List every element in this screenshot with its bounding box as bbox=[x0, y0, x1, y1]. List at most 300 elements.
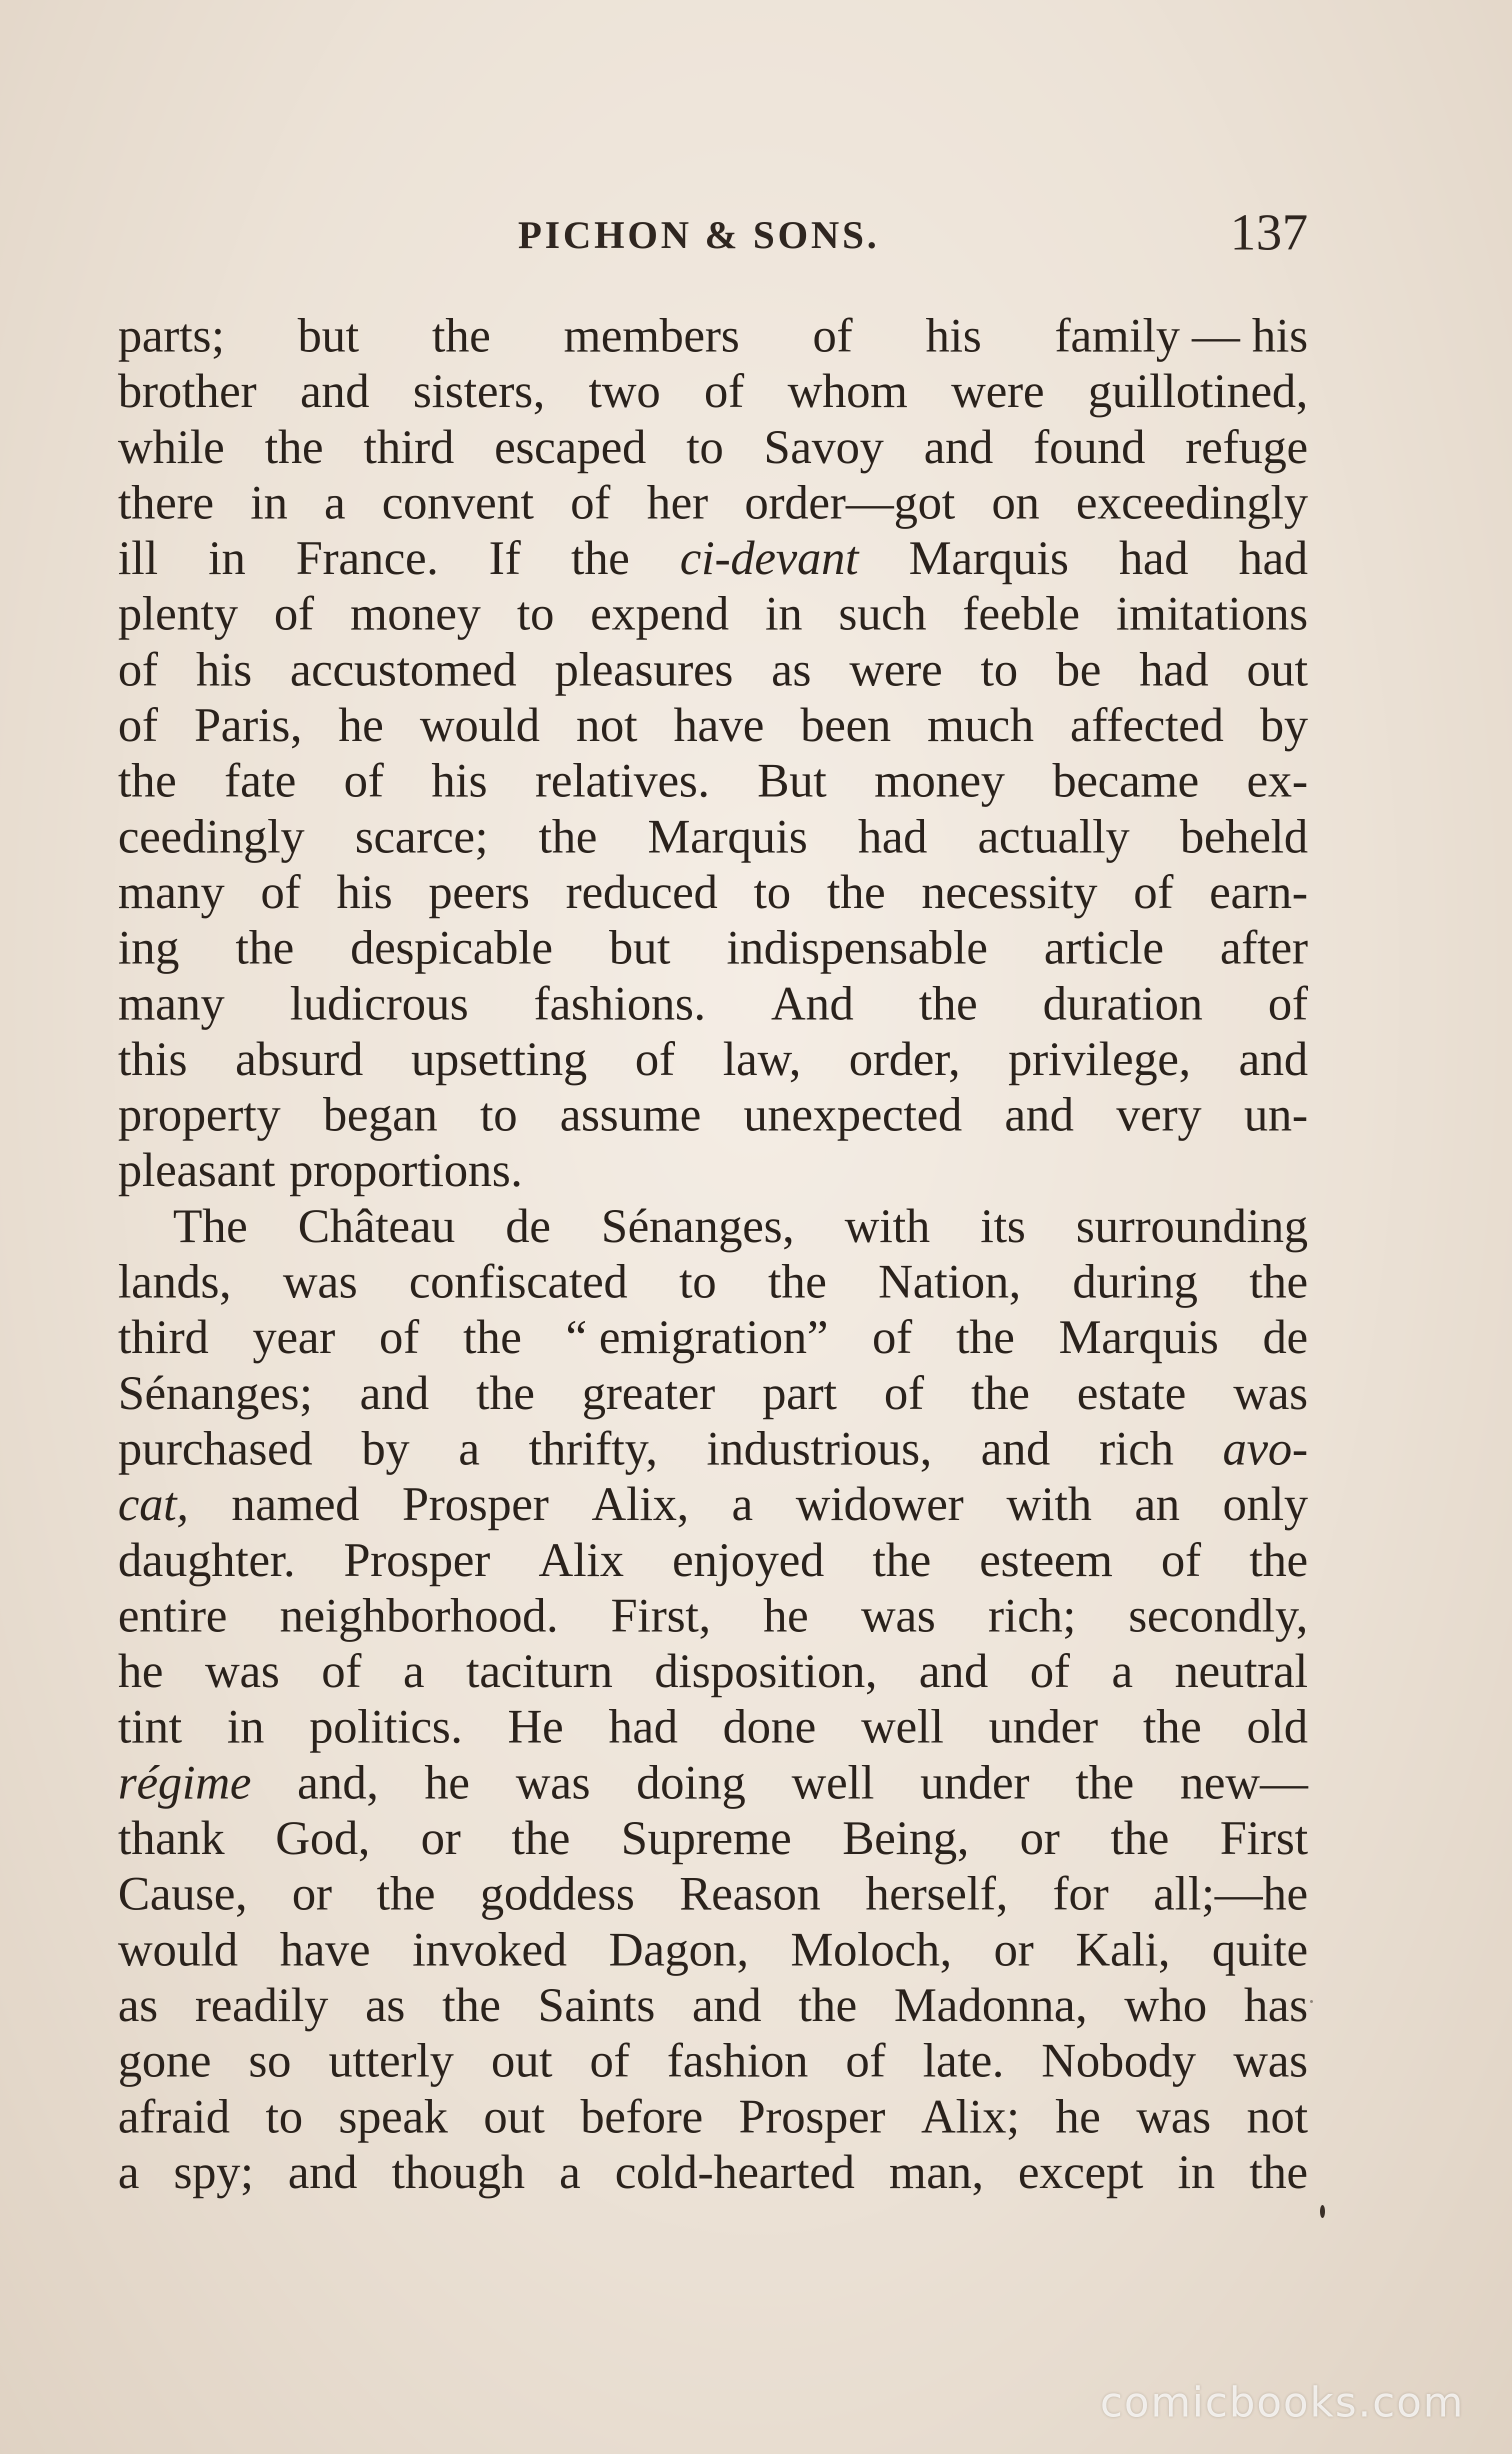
word: his bbox=[431, 754, 488, 808]
word: found bbox=[1033, 420, 1146, 474]
text-line bbox=[118, 308, 1308, 363]
word: privilege, bbox=[1008, 1032, 1191, 1086]
word: under bbox=[988, 1700, 1098, 1754]
word: the bbox=[798, 1978, 858, 2032]
ink-speck bbox=[1310, 2000, 1313, 2003]
word: with bbox=[1006, 1477, 1092, 1531]
word: de bbox=[1262, 1310, 1308, 1364]
word: and bbox=[300, 364, 370, 418]
word: God, bbox=[275, 1811, 370, 1865]
word: of bbox=[260, 864, 301, 918]
word: First bbox=[1220, 1811, 1308, 1865]
word: was bbox=[1136, 2089, 1211, 2143]
text-line bbox=[118, 419, 1308, 474]
word: expend bbox=[590, 586, 729, 640]
text-line bbox=[118, 1643, 1308, 1698]
word: whom bbox=[788, 364, 908, 418]
word: Nobody bbox=[1041, 2034, 1196, 2088]
word: or bbox=[420, 1811, 461, 1865]
word: and bbox=[924, 420, 994, 474]
word: speak bbox=[338, 2089, 448, 2143]
word: be bbox=[1056, 642, 1102, 696]
word: disposition, bbox=[654, 1644, 878, 1698]
text-line bbox=[118, 1588, 1308, 1643]
word: for bbox=[1052, 1866, 1109, 1920]
word: confiscated bbox=[409, 1254, 628, 1308]
text-line bbox=[118, 1532, 1308, 1588]
word: of bbox=[1268, 976, 1308, 1030]
word: the bbox=[1142, 1700, 1202, 1754]
word: a bbox=[732, 1477, 753, 1531]
word: peers bbox=[428, 864, 530, 918]
word: utterly bbox=[328, 2034, 454, 2088]
text-line bbox=[118, 1922, 1308, 1977]
word: a bbox=[1112, 1644, 1133, 1698]
word: widower bbox=[796, 1477, 964, 1531]
word: or bbox=[292, 1866, 332, 1920]
word: the bbox=[376, 1866, 436, 1920]
word: beheld bbox=[1180, 809, 1308, 863]
word: daughter. bbox=[118, 1532, 296, 1586]
word: actually bbox=[978, 809, 1130, 863]
word: Sénanges; bbox=[118, 1366, 313, 1420]
word: taciturn bbox=[466, 1644, 613, 1698]
word: Alix bbox=[538, 1532, 624, 1586]
word: pleasures bbox=[554, 642, 734, 696]
word: the bbox=[118, 754, 177, 808]
text-line bbox=[118, 1866, 1308, 1921]
word: Alix; bbox=[921, 2089, 1020, 2143]
word: the bbox=[826, 864, 886, 918]
word: a bbox=[324, 475, 346, 529]
word: First, bbox=[610, 1588, 711, 1642]
word: had bbox=[858, 809, 928, 863]
word: and bbox=[980, 1421, 1050, 1475]
word: goddess bbox=[480, 1866, 635, 1920]
word: property bbox=[118, 1088, 281, 1142]
word: this bbox=[118, 1032, 188, 1086]
word: of bbox=[634, 1032, 675, 1086]
text-line bbox=[118, 1420, 1308, 1476]
word: greater bbox=[582, 1366, 716, 1420]
word: only bbox=[1222, 1477, 1308, 1531]
word: earn- bbox=[1209, 864, 1308, 918]
page-number: 137 bbox=[1230, 204, 1308, 261]
word: Madonna, bbox=[894, 1978, 1088, 2032]
word: had bbox=[1139, 642, 1209, 696]
word: had bbox=[608, 1700, 678, 1754]
word: of bbox=[812, 308, 853, 362]
word: ci-devant bbox=[680, 531, 859, 585]
text-line bbox=[118, 1977, 1308, 2032]
word: plenty bbox=[118, 586, 238, 640]
word: upsetting bbox=[411, 1032, 588, 1086]
word: a bbox=[458, 1421, 480, 1475]
word: Alix, bbox=[592, 1477, 689, 1531]
word: refuge bbox=[1185, 420, 1308, 474]
text-line bbox=[118, 1031, 1308, 1086]
word: invoked bbox=[412, 1922, 567, 1976]
word: thrifty, bbox=[528, 1421, 658, 1475]
word: to bbox=[686, 420, 724, 474]
word: unexpected bbox=[744, 1088, 962, 1142]
word: an bbox=[1134, 1477, 1180, 1531]
word: well bbox=[792, 1755, 874, 1809]
ink-speck bbox=[1320, 2205, 1325, 2218]
text-line bbox=[118, 2032, 1308, 2088]
word: duration bbox=[1042, 976, 1203, 1030]
word: the bbox=[538, 809, 598, 863]
word: of bbox=[846, 2034, 886, 2088]
word: imitations bbox=[1116, 586, 1308, 640]
word: Marquis bbox=[908, 531, 1069, 585]
word: and, bbox=[297, 1755, 379, 1809]
word: was bbox=[1233, 2034, 1308, 2088]
word: Paris, bbox=[194, 698, 302, 752]
word: there bbox=[118, 475, 214, 529]
word: would bbox=[118, 1922, 238, 1976]
word: esteem bbox=[979, 1532, 1113, 1586]
word: by bbox=[362, 1421, 410, 1475]
word: If bbox=[488, 531, 521, 585]
word: after bbox=[1220, 920, 1308, 974]
text-line bbox=[118, 864, 1308, 920]
word: to bbox=[480, 1088, 518, 1142]
word: cat, bbox=[118, 1477, 189, 1531]
word: and bbox=[918, 1644, 988, 1698]
word: of bbox=[1030, 1644, 1070, 1698]
word: of bbox=[321, 1644, 362, 1698]
word: the bbox=[264, 420, 324, 474]
text-line bbox=[118, 1086, 1308, 1142]
word: France. bbox=[296, 531, 438, 585]
word: ex- bbox=[1246, 754, 1308, 808]
word: was bbox=[205, 1644, 280, 1698]
word: brother bbox=[118, 364, 257, 418]
word: the bbox=[768, 1254, 827, 1308]
word: well bbox=[861, 1700, 944, 1754]
word: the bbox=[571, 531, 630, 585]
word: to bbox=[980, 642, 1018, 696]
word: Saints bbox=[538, 1978, 656, 2032]
word: purchased bbox=[118, 1421, 313, 1475]
word: the bbox=[512, 1811, 570, 1865]
word: on bbox=[992, 475, 1040, 529]
text-line bbox=[118, 1810, 1308, 1866]
word: of bbox=[1133, 864, 1174, 918]
word: have bbox=[280, 1922, 370, 1976]
word: un- bbox=[1244, 1088, 1308, 1142]
word: though bbox=[392, 2144, 525, 2198]
word: in bbox=[250, 475, 288, 529]
word: régime bbox=[118, 1755, 252, 1809]
word: despicable bbox=[350, 920, 553, 974]
word: of bbox=[274, 586, 314, 640]
word: the bbox=[1249, 1254, 1308, 1308]
word: de bbox=[506, 1198, 551, 1252]
word: guillotined, bbox=[1088, 364, 1308, 418]
word: late. bbox=[922, 2034, 1004, 2088]
word: thank bbox=[118, 1811, 225, 1865]
word: during bbox=[1072, 1254, 1198, 1308]
word: fashions. bbox=[534, 976, 706, 1030]
word: And bbox=[770, 976, 854, 1030]
word: of bbox=[570, 475, 610, 529]
word: had bbox=[1238, 531, 1308, 585]
word: the bbox=[476, 1366, 535, 1420]
text-line bbox=[118, 1698, 1308, 1754]
word: the bbox=[1075, 1755, 1134, 1809]
word: order, bbox=[848, 1032, 960, 1086]
word: rich; bbox=[988, 1588, 1076, 1642]
word: has bbox=[1244, 1978, 1308, 2032]
word: ludicrous bbox=[290, 976, 469, 1030]
body-text bbox=[118, 308, 1308, 2200]
word: but bbox=[609, 920, 670, 974]
word: “ emigration” bbox=[566, 1310, 828, 1364]
word: readily bbox=[194, 1978, 328, 2032]
text-line bbox=[118, 363, 1308, 418]
word: third bbox=[364, 420, 454, 474]
word: enjoyed bbox=[672, 1532, 824, 1586]
word: named bbox=[231, 1477, 360, 1531]
word: Kali, bbox=[1076, 1922, 1170, 1976]
word: the bbox=[1249, 1532, 1308, 1586]
word: gone bbox=[118, 2034, 212, 2088]
word: secondly, bbox=[1128, 1588, 1308, 1642]
word: fate bbox=[224, 754, 296, 808]
word: Marquis bbox=[1058, 1310, 1219, 1364]
word: cold-hearted bbox=[614, 2144, 855, 2198]
word: many bbox=[118, 976, 225, 1030]
word: ceedingly bbox=[118, 809, 305, 863]
word: not bbox=[576, 698, 638, 752]
word: Marquis bbox=[648, 809, 808, 863]
word: and bbox=[1004, 1088, 1074, 1142]
word: afraid bbox=[118, 2089, 230, 2143]
word: pleasant bbox=[118, 1143, 276, 1197]
word: was bbox=[860, 1588, 936, 1642]
word: his bbox=[926, 308, 982, 362]
word: ill bbox=[118, 531, 158, 585]
word: he bbox=[763, 1588, 809, 1642]
word: or bbox=[1020, 1811, 1060, 1865]
word: the bbox=[236, 920, 294, 974]
word: absurd bbox=[235, 1032, 364, 1086]
word: proportions. bbox=[289, 1143, 523, 1197]
word: escaped bbox=[494, 420, 646, 474]
word: old bbox=[1246, 1700, 1308, 1754]
word: and bbox=[1238, 1032, 1308, 1086]
word: were bbox=[849, 642, 943, 696]
word: was bbox=[516, 1755, 590, 1809]
word: became bbox=[1052, 754, 1200, 808]
word: have bbox=[674, 698, 764, 752]
word: Prosper bbox=[738, 2089, 886, 2143]
word: as bbox=[771, 642, 812, 696]
word: the bbox=[918, 976, 978, 1030]
word: all;—he bbox=[1153, 1866, 1308, 1920]
word: parts; bbox=[118, 308, 225, 362]
word: the bbox=[956, 1310, 1015, 1364]
word: Dagon, bbox=[608, 1922, 749, 1976]
text-line bbox=[118, 808, 1308, 864]
word: a bbox=[403, 1644, 424, 1698]
word: spy; bbox=[174, 2144, 254, 2198]
text-line bbox=[118, 752, 1308, 808]
word: man, bbox=[889, 2144, 984, 2198]
word: ing bbox=[118, 920, 180, 974]
word: of bbox=[884, 1366, 924, 1420]
word: his bbox=[336, 864, 393, 918]
word: was bbox=[1233, 1366, 1308, 1420]
word: he bbox=[118, 1644, 164, 1698]
word: He bbox=[508, 1700, 564, 1754]
text-line bbox=[118, 1198, 1308, 1254]
word: of bbox=[872, 1310, 912, 1364]
word: industrious, bbox=[706, 1421, 932, 1475]
text-line bbox=[118, 1476, 1308, 1532]
word: part bbox=[762, 1366, 837, 1420]
word: he bbox=[338, 698, 384, 752]
word: the bbox=[971, 1366, 1030, 1420]
word: convent bbox=[382, 475, 534, 529]
text-line bbox=[118, 1142, 1308, 1198]
word: in bbox=[765, 586, 802, 640]
text-line bbox=[118, 1309, 1308, 1364]
word: third bbox=[118, 1310, 209, 1364]
word: were bbox=[951, 364, 1044, 418]
word: the bbox=[1110, 1811, 1170, 1865]
word: Château bbox=[298, 1198, 456, 1252]
word: out bbox=[484, 2089, 545, 2143]
word: much bbox=[927, 698, 1034, 752]
word: Being, bbox=[842, 1811, 970, 1865]
word: her bbox=[646, 475, 708, 529]
word: of bbox=[590, 2034, 630, 2088]
watermark: comicbooks.com bbox=[1100, 2379, 1464, 2426]
running-head bbox=[118, 198, 1308, 262]
word: his bbox=[196, 642, 252, 696]
word: its bbox=[980, 1198, 1026, 1252]
word: family — his bbox=[1054, 308, 1308, 362]
word: Savoy bbox=[764, 420, 884, 474]
word: Prosper bbox=[344, 1532, 490, 1586]
word: under bbox=[920, 1755, 1030, 1809]
word: rich bbox=[1099, 1421, 1174, 1475]
word: members bbox=[564, 308, 740, 362]
word: scarce; bbox=[354, 809, 488, 863]
word: of bbox=[704, 364, 744, 418]
word: before bbox=[580, 2089, 704, 2143]
word: neutral bbox=[1174, 1644, 1308, 1698]
word: had bbox=[1119, 531, 1188, 585]
word: was bbox=[282, 1254, 358, 1308]
word: but bbox=[298, 308, 359, 362]
word: feeble bbox=[962, 586, 1080, 640]
word: avo- bbox=[1222, 1421, 1308, 1475]
word: many bbox=[118, 864, 225, 918]
word: order—got bbox=[744, 475, 956, 529]
word: or bbox=[994, 1922, 1034, 1976]
word: a bbox=[118, 2144, 140, 2198]
word: Moloch, bbox=[790, 1922, 952, 1976]
word: Sénanges, bbox=[601, 1198, 794, 1252]
word: article bbox=[1044, 920, 1164, 974]
word: a bbox=[559, 2144, 581, 2198]
word: and bbox=[288, 2144, 358, 2198]
word: Supreme bbox=[620, 1811, 792, 1865]
word: of bbox=[1161, 1532, 1202, 1586]
word: Nation, bbox=[878, 1254, 1021, 1308]
word: of bbox=[379, 1310, 420, 1364]
word: began bbox=[323, 1088, 438, 1142]
word: the bbox=[1249, 2144, 1308, 2198]
word: law, bbox=[722, 1032, 802, 1086]
word: of bbox=[118, 642, 158, 696]
running-title: PICHON & SONS. bbox=[518, 213, 880, 256]
text-line bbox=[118, 586, 1308, 641]
word: two bbox=[588, 364, 661, 418]
word: such bbox=[838, 586, 927, 640]
text-line bbox=[118, 697, 1308, 752]
text-line bbox=[118, 976, 1308, 1031]
word: out bbox=[491, 2034, 552, 2088]
word: in bbox=[1178, 2144, 1215, 2198]
word: assume bbox=[560, 1088, 702, 1142]
word: the bbox=[463, 1310, 522, 1364]
word: indispensable bbox=[726, 920, 988, 974]
word: Prosper bbox=[402, 1477, 549, 1531]
text-line bbox=[118, 1254, 1308, 1309]
word: affected bbox=[1070, 698, 1224, 752]
word: and bbox=[360, 1366, 430, 1420]
word: done bbox=[722, 1700, 816, 1754]
word: by bbox=[1260, 698, 1308, 752]
word: so bbox=[248, 2034, 292, 2088]
word: entire bbox=[118, 1588, 228, 1642]
word: the bbox=[432, 308, 491, 362]
word: with bbox=[844, 1198, 930, 1252]
word: quite bbox=[1212, 1922, 1308, 1976]
word: the bbox=[872, 1532, 932, 1586]
text-line bbox=[118, 642, 1308, 697]
word: necessity bbox=[922, 864, 1098, 918]
word: not bbox=[1246, 2089, 1308, 2143]
word: as bbox=[118, 1978, 158, 2032]
word: the bbox=[442, 1978, 501, 2032]
word: would bbox=[420, 698, 540, 752]
word: money bbox=[350, 586, 481, 640]
word: to bbox=[754, 864, 791, 918]
word: except bbox=[1018, 2144, 1144, 2198]
word: sisters, bbox=[413, 364, 546, 418]
word: he bbox=[424, 1755, 470, 1809]
word: tint bbox=[118, 1700, 182, 1754]
word: The bbox=[173, 1198, 248, 1252]
word: neighborhood. bbox=[280, 1588, 558, 1642]
word: and bbox=[692, 1978, 762, 2032]
text-line bbox=[118, 1365, 1308, 1420]
word: out bbox=[1246, 642, 1308, 696]
word: politics. bbox=[309, 1700, 463, 1754]
text-line bbox=[118, 474, 1308, 530]
word: in bbox=[208, 531, 246, 585]
word: reduced bbox=[566, 864, 718, 918]
word: to bbox=[516, 586, 554, 640]
word: new— bbox=[1180, 1755, 1308, 1809]
word: to bbox=[266, 2089, 303, 2143]
